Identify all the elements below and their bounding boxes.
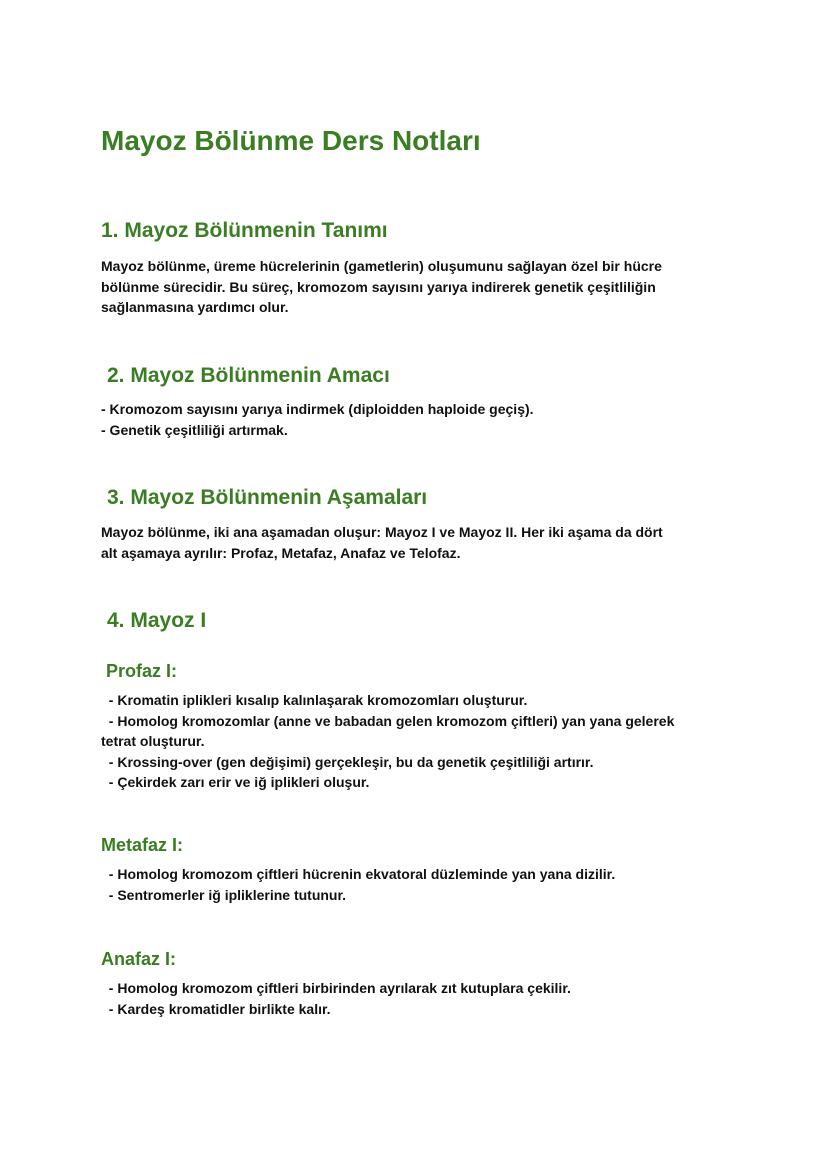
text-line: bölünme sürecidir. Bu süreç, kromozom sayısını yarıya indirerek genetik çeşitliliğin — [101, 278, 656, 295]
list-item: - Kardeş kromatidler birlikte kalır. — [101, 1000, 331, 1017]
section-body-stages — [101, 522, 741, 563]
list-item: - Kromozom sayısını yarıya indirmek (diploidden haploide geçiş). — [101, 401, 534, 417]
list-item: - Kromatin iplikleri kısalıp kalınlaşarak kromozomları oluşturur. — [101, 692, 528, 708]
subsection-heading-metaphase-one: Metafaz I: — [101, 835, 184, 855]
list-item: - Homolog kromozom çiftleri hücrenin ekvatoral düzleminde yan yana dizilir. — [101, 866, 616, 882]
list-item: - Çekirdek zarı erir ve iğ iplikleri oluşur. — [101, 774, 370, 790]
list-item: - Sentromerler iğ ipliklerine tutunur. — [101, 886, 347, 903]
subsection-body-metaphase-one — [101, 864, 741, 905]
section-heading-meiosis-one: 4. Mayoz I — [107, 609, 207, 632]
document-title: Mayoz Bölünme Ders Notları — [101, 125, 481, 156]
list-item: - Genetik çeşitliliği artırmak. — [101, 421, 288, 438]
section-body-purpose — [101, 399, 741, 440]
subsection-body-prophase-one — [101, 690, 761, 793]
section-heading-purpose: 2. Mayoz Bölünmenin Amacı — [107, 364, 390, 387]
text-line: sağlanmasına yardımcı olur. — [101, 299, 289, 315]
text-line: Mayoz bölünme, üreme hücrelerinin (gametlerin) oluşumunu sağlayan özel bir hücre — [101, 258, 662, 274]
subsection-body-anaphase-one — [101, 978, 741, 1019]
list-item-continuation: tetrat oluşturur. — [101, 733, 205, 749]
text-line: alt aşamaya ayrılır: Profaz, Metafaz, Anafaz ve Telofaz. — [101, 544, 461, 561]
list-item: - Homolog kromozom çiftleri birbirinden ayrılarak zıt kutuplara çekilir. — [101, 980, 571, 996]
subsection-heading-prophase-one: Profaz I: — [106, 661, 178, 681]
section-body-definition — [101, 256, 741, 318]
section-heading-stages: 3. Mayoz Bölünmenin Aşamaları — [107, 486, 428, 509]
text-line: Mayoz bölünme, iki ana aşamadan oluşur: Mayoz I ve Mayoz II. Her iki aşama da dört — [101, 524, 663, 540]
section-heading-definition: 1. Mayoz Bölünmenin Tanımı — [101, 219, 388, 242]
list-item: - Homolog kromozomlar (anne ve babadan gelen kromozom çiftleri) yan yana gelerek — [101, 712, 675, 729]
list-item: - Krossing-over (gen değişimi) gerçekleşir, bu da genetik çeşitliliği artırır. — [101, 753, 594, 770]
subsection-heading-anaphase-one: Anafaz I: — [101, 949, 177, 969]
